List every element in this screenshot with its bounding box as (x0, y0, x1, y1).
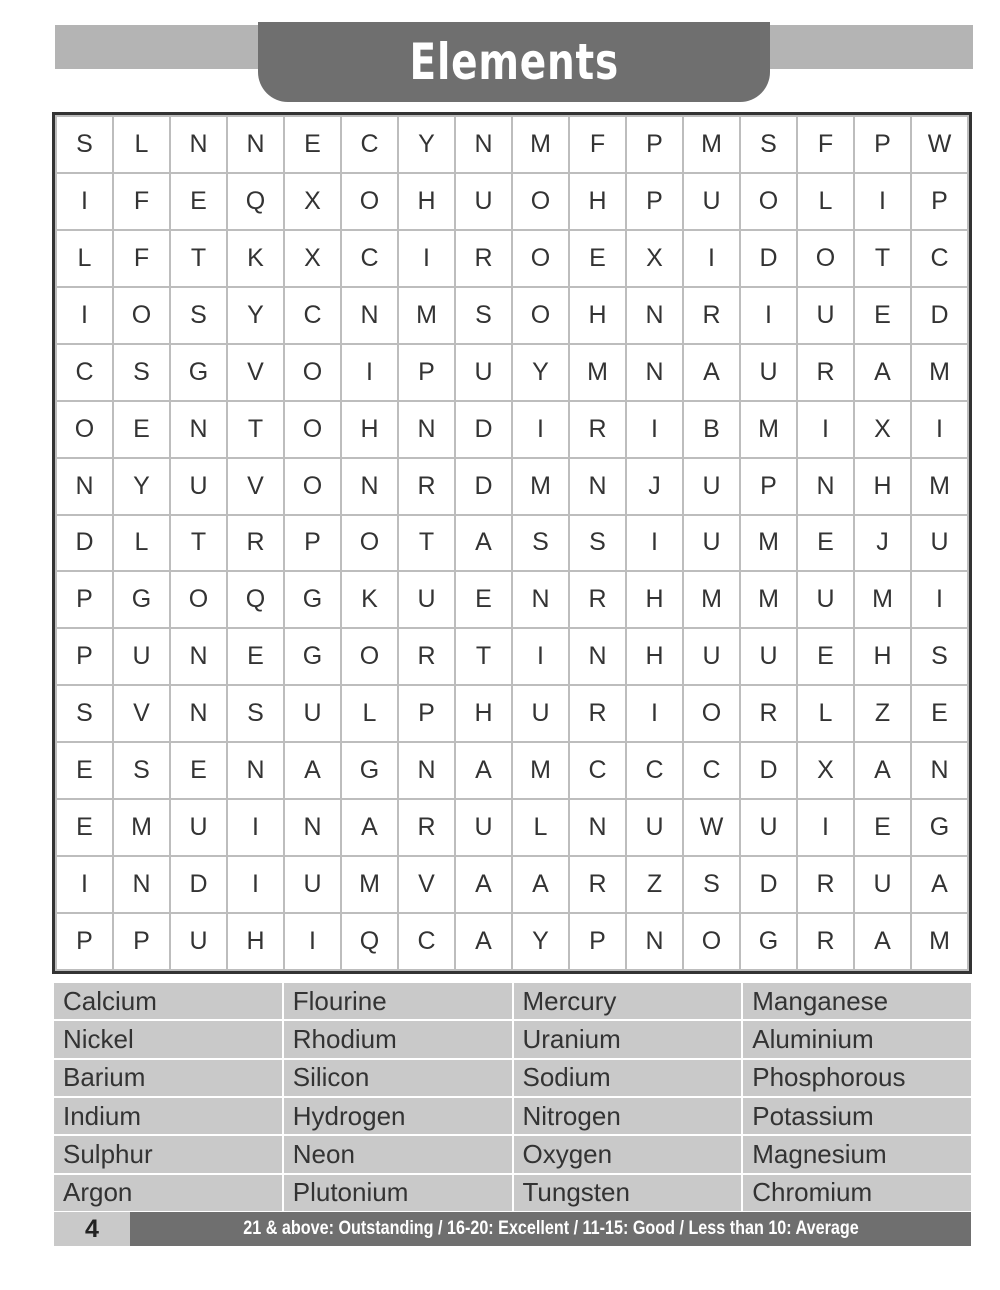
grid-cell[interactable]: K (342, 572, 397, 627)
grid-cell[interactable]: P (285, 516, 340, 571)
grid-cell[interactable]: C (627, 743, 682, 798)
grid-cell[interactable]: G (114, 572, 169, 627)
grid-cell[interactable]: P (627, 174, 682, 229)
grid-cell[interactable]: V (228, 345, 283, 400)
grid-cell[interactable]: R (399, 800, 454, 855)
grid-cell[interactable]: Q (228, 174, 283, 229)
grid-cell[interactable]: V (228, 459, 283, 514)
grid-cell[interactable]: U (513, 686, 568, 741)
grid-cell[interactable]: I (57, 174, 112, 229)
grid-cell[interactable]: G (912, 800, 967, 855)
grid-cell[interactable]: R (399, 459, 454, 514)
grid-cell[interactable]: U (171, 914, 226, 969)
grid-cell[interactable]: U (285, 686, 340, 741)
grid-cell[interactable]: U (798, 572, 853, 627)
grid-cell[interactable]: U (456, 800, 511, 855)
word-list-item: Phosphorous (743, 1060, 971, 1096)
grid-cell[interactable]: I (798, 402, 853, 457)
grid-cell[interactable]: E (57, 800, 112, 855)
grid-cell[interactable]: U (456, 174, 511, 229)
grid-cell[interactable]: U (399, 572, 454, 627)
word-list-item: Barium (54, 1060, 282, 1096)
grid-cell[interactable]: I (627, 686, 682, 741)
grid-cell[interactable]: D (741, 231, 796, 286)
grid-cell[interactable]: U (741, 345, 796, 400)
grid-cell[interactable]: N (171, 629, 226, 684)
grid-cell[interactable]: N (627, 288, 682, 343)
grid-cell[interactable]: R (399, 629, 454, 684)
grid-cell[interactable]: M (570, 345, 625, 400)
grid-cell[interactable]: F (114, 231, 169, 286)
grid-cell[interactable]: S (741, 117, 796, 172)
grid-cell[interactable]: R (228, 516, 283, 571)
grid-cell[interactable]: I (285, 914, 340, 969)
grid-cell[interactable]: G (741, 914, 796, 969)
grid-cell[interactable]: P (399, 345, 454, 400)
grid-cell[interactable]: N (342, 288, 397, 343)
grid-cell[interactable]: C (399, 914, 454, 969)
grid-cell[interactable]: A (456, 857, 511, 912)
grid-cell[interactable]: D (456, 459, 511, 514)
grid-cell[interactable]: C (684, 743, 739, 798)
grid-cell[interactable]: B (684, 402, 739, 457)
grid-cell[interactable]: E (456, 572, 511, 627)
grid-cell[interactable]: M (855, 572, 910, 627)
grid-cell[interactable]: H (627, 572, 682, 627)
grid-cell[interactable]: E (855, 288, 910, 343)
grid-cell[interactable]: N (171, 686, 226, 741)
grid-cell[interactable]: E (285, 117, 340, 172)
grid-cell[interactable]: N (798, 459, 853, 514)
grid-cell[interactable]: V (399, 857, 454, 912)
grid-cell[interactable]: Y (399, 117, 454, 172)
grid-cell[interactable]: S (228, 686, 283, 741)
grid-cell[interactable]: Q (342, 914, 397, 969)
word-list (54, 983, 971, 1211)
word-list-item: Potassium (743, 1098, 971, 1134)
grid-cell[interactable]: N (570, 800, 625, 855)
grid-cell[interactable]: N (399, 402, 454, 457)
word-list-item: Mercury (514, 983, 742, 1019)
grid-cell[interactable]: N (228, 743, 283, 798)
page-number: 4 (54, 1212, 130, 1246)
grid-cell[interactable]: A (855, 914, 910, 969)
grid-cell[interactable]: A (342, 800, 397, 855)
word-list-item: Silicon (284, 1060, 512, 1096)
grid-cell[interactable]: V (114, 686, 169, 741)
grid-cell[interactable]: O (342, 516, 397, 571)
grid-cell[interactable]: L (513, 800, 568, 855)
grid-cell[interactable]: X (798, 743, 853, 798)
grid-cell[interactable]: M (684, 572, 739, 627)
grid-cell[interactable]: I (855, 174, 910, 229)
word-list-item: Sulphur (54, 1136, 282, 1172)
grid-cell[interactable]: F (114, 174, 169, 229)
grid-cell[interactable]: G (342, 743, 397, 798)
grid-cell[interactable]: E (798, 629, 853, 684)
grid-cell[interactable]: D (912, 288, 967, 343)
grid-cell[interactable]: M (912, 914, 967, 969)
grid-cell[interactable]: L (114, 516, 169, 571)
grid-cell[interactable]: E (798, 516, 853, 571)
grid-cell[interactable]: C (285, 288, 340, 343)
grid-cell[interactable]: M (741, 572, 796, 627)
grid-cell[interactable]: M (114, 800, 169, 855)
grid-cell[interactable]: W (912, 117, 967, 172)
grid-cell[interactable]: O (114, 288, 169, 343)
grid-cell[interactable]: I (342, 345, 397, 400)
grid-cell[interactable]: O (285, 402, 340, 457)
grid-cell[interactable]: A (855, 743, 910, 798)
grid-cell[interactable]: N (912, 743, 967, 798)
title-tab (258, 22, 770, 102)
word-list-item: Indium (54, 1098, 282, 1134)
grid-cell[interactable]: S (57, 686, 112, 741)
word-list-item: Uranium (514, 1021, 742, 1057)
grid-cell[interactable]: U (684, 459, 739, 514)
grid-cell[interactable]: N (570, 459, 625, 514)
grid-cell[interactable]: O (513, 288, 568, 343)
grid-cell[interactable]: R (798, 914, 853, 969)
grid-cell[interactable]: S (456, 288, 511, 343)
grid-cell[interactable]: C (57, 345, 112, 400)
grid-cell[interactable]: L (114, 117, 169, 172)
grid-cell[interactable]: D (57, 516, 112, 571)
grid-cell[interactable]: N (114, 857, 169, 912)
grid-cell[interactable]: O (342, 174, 397, 229)
grid-cell[interactable]: G (285, 629, 340, 684)
grid-cell[interactable]: E (912, 686, 967, 741)
grid-cell[interactable]: U (171, 459, 226, 514)
grid-cell[interactable]: T (855, 231, 910, 286)
grid-cell[interactable]: U (684, 629, 739, 684)
grid-cell[interactable]: S (570, 516, 625, 571)
grid-cell[interactable]: M (912, 459, 967, 514)
grid-cell[interactable]: H (399, 174, 454, 229)
grid-cell[interactable]: A (912, 857, 967, 912)
word-list-item: Nitrogen (514, 1098, 742, 1134)
grid-cell[interactable]: M (741, 516, 796, 571)
grid-cell[interactable]: H (342, 402, 397, 457)
grid-cell[interactable]: E (855, 800, 910, 855)
grid-cell[interactable]: J (855, 516, 910, 571)
grid-cell[interactable]: P (855, 117, 910, 172)
grid-cell[interactable]: P (399, 686, 454, 741)
grid-cell[interactable]: N (456, 117, 511, 172)
grid-cell[interactable]: M (513, 459, 568, 514)
grid-cell[interactable]: M (513, 743, 568, 798)
grid-cell[interactable]: X (627, 231, 682, 286)
grid-cell[interactable]: U (741, 629, 796, 684)
grid-cell[interactable]: E (114, 402, 169, 457)
page-title: Elements (409, 33, 619, 91)
grid-cell[interactable]: O (513, 174, 568, 229)
grid-cell[interactable]: D (741, 857, 796, 912)
grid-cell[interactable]: N (399, 743, 454, 798)
grid-cell[interactable]: G (171, 345, 226, 400)
grid-cell[interactable]: M (513, 117, 568, 172)
grid-cell[interactable]: P (57, 572, 112, 627)
grid-cell[interactable]: R (570, 402, 625, 457)
word-list-item: Calcium (54, 983, 282, 1019)
grid-cell[interactable]: E (171, 174, 226, 229)
grid-cell[interactable]: S (912, 629, 967, 684)
grid-cell[interactable]: I (228, 857, 283, 912)
grid-cell[interactable]: M (342, 857, 397, 912)
grid-cell[interactable]: R (570, 686, 625, 741)
grid-cell[interactable]: E (171, 743, 226, 798)
grid-cell[interactable]: N (342, 459, 397, 514)
grid-cell[interactable]: U (741, 800, 796, 855)
grid-cell[interactable]: P (57, 914, 112, 969)
grid-cell[interactable]: O (342, 629, 397, 684)
grid-cell[interactable]: I (57, 288, 112, 343)
word-list-item: Sodium (514, 1060, 742, 1096)
grid-cell[interactable]: K (228, 231, 283, 286)
word-list-item: Nickel (54, 1021, 282, 1057)
grid-cell[interactable]: D (741, 743, 796, 798)
grid-cell[interactable]: O (798, 231, 853, 286)
grid-cell[interactable]: F (798, 117, 853, 172)
grid-cell[interactable]: L (57, 231, 112, 286)
grid-cell[interactable]: C (342, 117, 397, 172)
grid-cell[interactable]: O (741, 174, 796, 229)
grid-cell[interactable]: F (570, 117, 625, 172)
word-list-item: Neon (284, 1136, 512, 1172)
grid-cell[interactable]: R (570, 857, 625, 912)
grid-cell[interactable]: U (627, 800, 682, 855)
grid-cell[interactable]: G (285, 572, 340, 627)
grid-cell[interactable]: R (741, 686, 796, 741)
grid-cell[interactable]: A (513, 857, 568, 912)
grid-cell[interactable]: U (855, 857, 910, 912)
grid-cell[interactable]: U (285, 857, 340, 912)
grid-cell[interactable]: R (798, 345, 853, 400)
word-list-item: Argon (54, 1175, 282, 1211)
grid-cell[interactable]: S (114, 345, 169, 400)
grid-cell[interactable]: I (513, 402, 568, 457)
grid-cell[interactable]: Y (228, 288, 283, 343)
grid-cell[interactable]: H (570, 174, 625, 229)
grid-cell[interactable]: T (171, 231, 226, 286)
grid-cell[interactable]: U (456, 345, 511, 400)
grid-cell[interactable]: R (570, 572, 625, 627)
grid-cell[interactable]: N (228, 117, 283, 172)
grid-cell[interactable]: S (684, 857, 739, 912)
grid-cell[interactable]: S (57, 117, 112, 172)
grid-cell[interactable]: A (456, 743, 511, 798)
grid-cell[interactable]: P (912, 174, 967, 229)
word-list-item: Tungsten (514, 1175, 742, 1211)
grid-cell[interactable]: X (285, 231, 340, 286)
word-list-item: Chromium (743, 1175, 971, 1211)
grid-cell[interactable]: R (798, 857, 853, 912)
grid-cell[interactable]: T (171, 516, 226, 571)
grid-cell[interactable]: Y (513, 345, 568, 400)
grid-cell[interactable]: M (684, 117, 739, 172)
grid-cell[interactable]: P (57, 629, 112, 684)
grid-cell[interactable]: I (57, 857, 112, 912)
word-list-item: Manganese (743, 983, 971, 1019)
grid-cell[interactable]: O (171, 572, 226, 627)
grid-cell[interactable]: X (855, 402, 910, 457)
grid-cell[interactable]: C (570, 743, 625, 798)
grid-cell[interactable]: O (285, 345, 340, 400)
grid-cell[interactable]: I (513, 629, 568, 684)
grid-cell[interactable]: I (627, 516, 682, 571)
grid-cell[interactable]: X (285, 174, 340, 229)
grid-cell[interactable]: E (228, 629, 283, 684)
grid-cell[interactable]: L (342, 686, 397, 741)
grid-cell[interactable]: M (912, 345, 967, 400)
grid-cell[interactable]: D (456, 402, 511, 457)
grid-cell[interactable]: W (684, 800, 739, 855)
grid-cell[interactable]: P (627, 117, 682, 172)
grid-cell[interactable]: H (456, 686, 511, 741)
grid-cell[interactable]: I (228, 800, 283, 855)
grid-cell[interactable]: I (741, 288, 796, 343)
grid-cell[interactable]: U (912, 516, 967, 571)
grid-cell[interactable]: T (456, 629, 511, 684)
word-list-item: Oxygen (514, 1136, 742, 1172)
grid-cell[interactable]: O (285, 459, 340, 514)
grid-cell[interactable]: T (399, 516, 454, 571)
grid-cell[interactable]: H (570, 288, 625, 343)
grid-cell[interactable]: Z (855, 686, 910, 741)
grid-cell[interactable]: D (171, 857, 226, 912)
word-list-item: Flourine (284, 983, 512, 1019)
grid-cell[interactable]: H (855, 629, 910, 684)
grid-cell[interactable]: Y (513, 914, 568, 969)
grid-cell[interactable]: N (627, 914, 682, 969)
grid-cell[interactable]: O (513, 231, 568, 286)
grid-cell[interactable]: N (513, 572, 568, 627)
grid-cell[interactable]: P (114, 914, 169, 969)
grid-cell[interactable]: U (798, 288, 853, 343)
grid-cell[interactable]: H (855, 459, 910, 514)
scoring-text: 21 & above: Outstanding / 16-20: Excellent / 11-15: Good / Less than 10: Average (242, 1218, 859, 1239)
word-list-item: Magnesium (743, 1136, 971, 1172)
grid-cell[interactable]: Q (228, 572, 283, 627)
grid-cell[interactable]: M (399, 288, 454, 343)
grid-cell[interactable]: U (684, 174, 739, 229)
grid-cell[interactable]: H (228, 914, 283, 969)
grid-cell[interactable]: I (399, 231, 454, 286)
grid-cell[interactable]: L (798, 174, 853, 229)
word-list-item: Plutonium (284, 1175, 512, 1211)
grid-cell[interactable]: N (285, 800, 340, 855)
grid-cell[interactable]: I (684, 231, 739, 286)
grid-cell[interactable]: Y (114, 459, 169, 514)
grid-cell[interactable]: I (912, 402, 967, 457)
grid-cell[interactable]: R (684, 288, 739, 343)
grid-cell[interactable]: I (798, 800, 853, 855)
grid-cell[interactable]: M (741, 402, 796, 457)
grid-cell[interactable]: J (627, 459, 682, 514)
grid-cell[interactable]: C (342, 231, 397, 286)
grid-cell[interactable]: L (798, 686, 853, 741)
grid-cell[interactable]: O (57, 402, 112, 457)
grid-cell[interactable]: O (684, 686, 739, 741)
scoring-bar (130, 1212, 971, 1246)
word-list-item: Aluminium (743, 1021, 971, 1057)
grid-cell[interactable]: N (171, 402, 226, 457)
grid-cell[interactable]: R (456, 231, 511, 286)
grid-cell[interactable]: I (627, 402, 682, 457)
grid-cell[interactable]: A (855, 345, 910, 400)
grid-cell[interactable]: U (114, 629, 169, 684)
grid-cell[interactable]: O (684, 914, 739, 969)
grid-cell[interactable]: N (627, 345, 682, 400)
grid-cell[interactable]: H (627, 629, 682, 684)
grid-cell[interactable]: C (912, 231, 967, 286)
grid-cell[interactable]: I (912, 572, 967, 627)
grid-cell[interactable]: N (570, 629, 625, 684)
grid-cell[interactable]: N (57, 459, 112, 514)
grid-cell[interactable]: A (456, 914, 511, 969)
grid-cell[interactable]: S (171, 288, 226, 343)
grid-cell[interactable]: S (513, 516, 568, 571)
grid-cell[interactable]: T (228, 402, 283, 457)
grid-cell[interactable]: A (456, 516, 511, 571)
grid-cell[interactable]: A (684, 345, 739, 400)
word-list-item: Rhodium (284, 1021, 512, 1057)
grid-cell[interactable]: S (114, 743, 169, 798)
letter-grid (52, 112, 972, 974)
grid-cell[interactable]: U (171, 800, 226, 855)
grid-cell[interactable]: E (57, 743, 112, 798)
grid-cell[interactable]: P (570, 914, 625, 969)
grid-cell[interactable]: P (741, 459, 796, 514)
grid-cell[interactable]: U (684, 516, 739, 571)
word-list-item: Hydrogen (284, 1098, 512, 1134)
grid-cell[interactable]: N (171, 117, 226, 172)
grid-cell[interactable]: E (570, 231, 625, 286)
grid-cell[interactable]: Z (627, 857, 682, 912)
grid-cell[interactable]: A (285, 743, 340, 798)
